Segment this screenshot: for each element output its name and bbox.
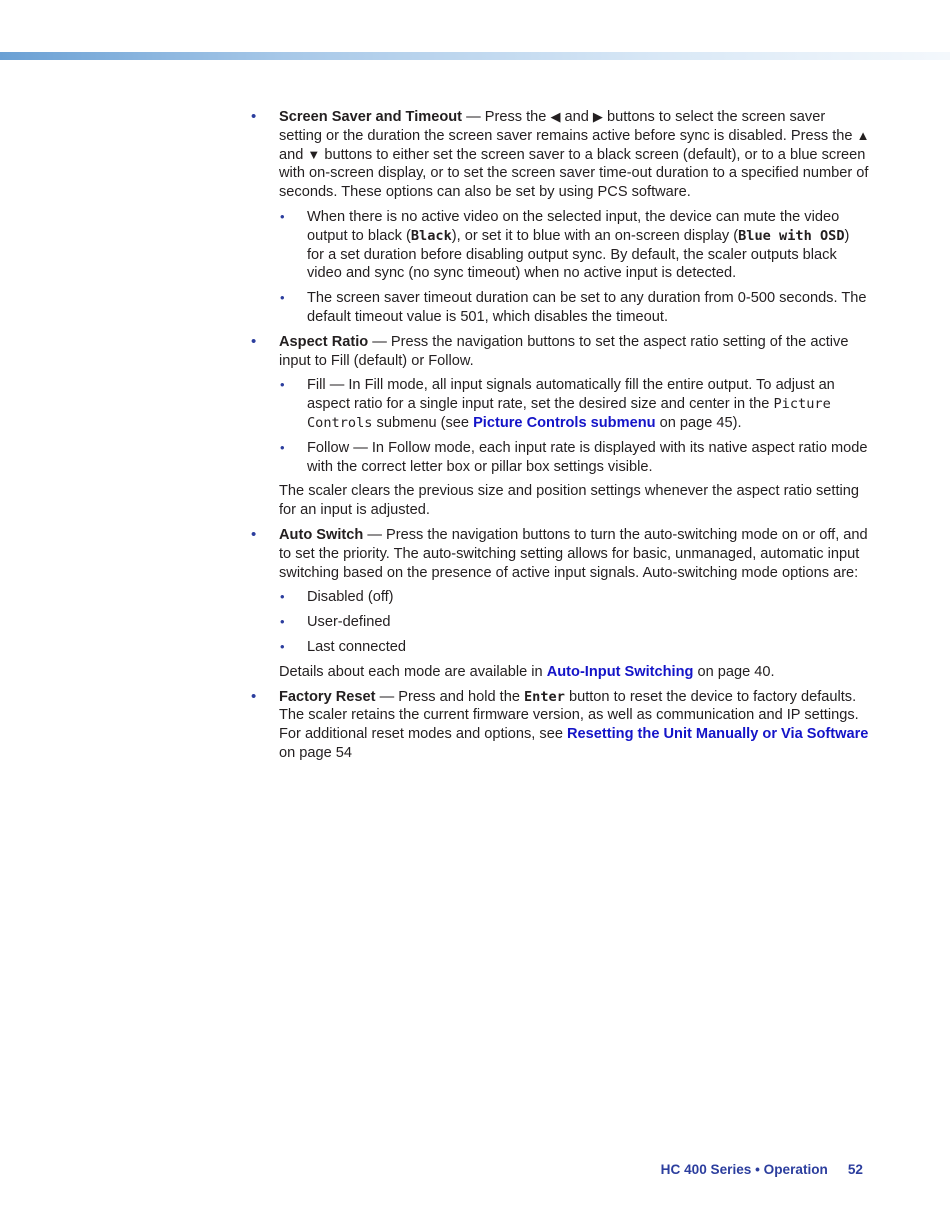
code-blue-with-osd: Blue with OSD [738, 227, 845, 244]
text: ), or set it to blue with an on-screen display ( [451, 227, 739, 244]
list-item-timeout-duration: • The screen saver timeout duration can be set to any duration from 0-500 seconds. The default timeout value is 501, which disables the timeout. [279, 289, 870, 327]
right-triangle-icon: ▶ [592, 109, 603, 124]
list-item-disabled: • Disabled (off) [279, 588, 870, 607]
text: submenu (see [372, 414, 474, 431]
text: Details about each mode are available in [279, 663, 547, 680]
list-item-user-defined: • User-defined [279, 613, 870, 632]
term-auto-switch: Auto Switch [279, 526, 364, 543]
code-black: Black [410, 227, 452, 244]
sub-list-aspect-ratio [279, 376, 870, 476]
text: — Press the [462, 109, 551, 125]
code-picture-controls: Picture Controls [307, 396, 831, 431]
text: buttons to select the screen saver setting or the duration the screen saver remains active before sync is disabled. Press the [279, 109, 857, 144]
list-item-follow: • Follow — In Follow mode, each input rate is displayed with its native aspect ratio mode with the correct letter box or pillar box settings visible. [279, 439, 870, 477]
text: on page 45). [655, 414, 742, 431]
term-aspect-ratio: Aspect Ratio [279, 333, 369, 350]
sub-list-auto-switch [279, 588, 870, 656]
up-triangle-icon: ▲ [856, 127, 870, 143]
page-footer [600, 1162, 863, 1177]
text: When there is no active video on the selected input, the device can mute the video output to black ( [307, 208, 840, 244]
auto-switch-note [279, 663, 870, 682]
page-number: 52 [847, 1162, 863, 1177]
list-item-last-connected: • Last connected [279, 638, 870, 657]
text: Fill — In Fill mode, all input signals automatically fill the entire output. To adjust an aspect ratio for a single input rate, set the desired size and center in the [307, 377, 835, 413]
footer-title: HC 400 Series • Operation [660, 1162, 828, 1177]
list-item-fill [279, 376, 870, 432]
term-factory-reset: Factory Reset [279, 688, 376, 705]
page-content [250, 108, 870, 769]
text: — Press the navigation buttons to set the aspect ratio setting of the active input to Fill (default) or Follow. [279, 333, 849, 369]
main-bullet-list [250, 108, 870, 763]
header-band [0, 52, 950, 60]
link-resetting-the-unit[interactable]: Resetting the Unit Manually or Via Software [567, 726, 869, 743]
text: button to reset the device to factory defaults. The scaler retains the current firmware version, as well as communication and IP settings. For additional reset modes and options, see [279, 688, 859, 743]
text: ) for a set duration before disabling output sync. By default, the scaler outputs black video and sync (no sync timeout) when no active input is detected. [307, 227, 850, 282]
sub-list-screen-saver [279, 208, 870, 327]
list-item-factory-reset [250, 688, 870, 763]
down-triangle-icon: ▼ [307, 146, 321, 162]
code-enter: Enter [523, 688, 565, 705]
list-item-aspect-ratio [250, 333, 870, 520]
text: — Press the navigation buttons to turn the auto-switching mode on or off, and to set the priority. The auto-switching setting allows for basic, unmanaged, automatic input switching based on the presence of active input signals. Auto-switching mode options are: [279, 526, 868, 581]
term-screen-saver: Screen Saver and Timeout [279, 109, 463, 125]
text: and [560, 109, 593, 125]
text: buttons to either set the screen saver to a black screen (default), or to a blue screen with on-screen display, or to set the screen saver time-out duration to a specified number of seconds. These options can also be set by using PCS software. [279, 146, 869, 201]
link-auto-input-switching[interactable]: Auto-Input Switching [546, 663, 694, 680]
text: on page 40. [693, 663, 775, 680]
text: and [279, 146, 308, 163]
text: — Press and hold the [375, 688, 524, 705]
left-triangle-icon: ◀ [550, 109, 561, 124]
list-item-auto-switch [250, 526, 870, 682]
list-item-no-active-video [279, 208, 870, 283]
text: on page 54 [279, 744, 353, 761]
list-item-screen-saver [250, 108, 870, 327]
aspect-ratio-note: The scaler clears the previous size and position settings whenever the aspect ratio setting for an input is adjusted. [279, 483, 860, 519]
link-picture-controls-submenu[interactable]: Picture Controls submenu [473, 414, 656, 431]
